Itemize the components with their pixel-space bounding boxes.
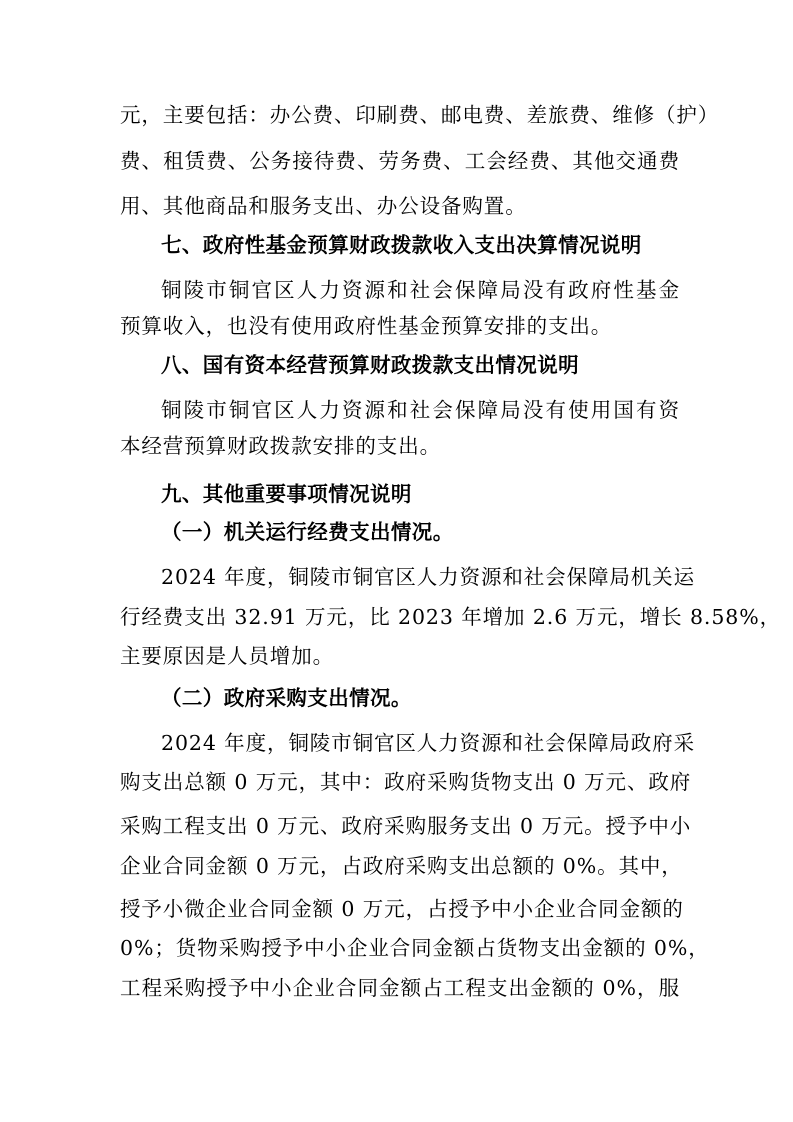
- body-text-line: 采购工程支出 0 万元、政府采购服务支出 0 万元。授予中小: [120, 814, 692, 838]
- body-text-line: 用、其他商品和服务支出、办公设备购置。: [120, 194, 527, 218]
- body-text-line: 行经费支出 32.91 万元，比 2023 年增加 2.6 万元，增长 8.58%，: [120, 605, 781, 629]
- body-text-line: 费、租赁费、公务接待费、劳务费、工会经费、其他交通费: [120, 149, 680, 173]
- section-heading-7: 七、政府性基金预算财政拨款收入支出决算情况说明: [161, 233, 642, 257]
- body-text-line: 铜陵市铜官区人力资源和社会保障局没有使用国有资: [161, 398, 680, 422]
- body-text-line: 本经营预算财政拨款安排的支出。: [120, 434, 441, 458]
- body-text-line: 工程采购授予中小企业合同金额占工程支出金额的 0%，服: [120, 976, 680, 1000]
- body-text-line: 0%；货物采购授予中小企业合同金额占货物支出金额的 0%，: [120, 936, 710, 960]
- body-text-line: 企业合同金额 0 万元，占政府采购支出总额的 0%。其中，: [120, 854, 683, 878]
- section-heading-8: 八、国有资本经营预算财政拨款支出情况说明: [161, 353, 579, 377]
- subsection-heading-1: （一）机关运行经费支出情况。: [161, 520, 454, 544]
- subsection-heading-2: （二）政府采购支出情况。: [161, 686, 412, 710]
- body-text-line: 铜陵市铜官区人力资源和社会保障局没有政府性基金: [161, 278, 680, 302]
- body-text-line: 元，主要包括：办公费、印刷费、邮电费、差旅费、维修（护）: [120, 103, 720, 127]
- section-heading-9: 九、其他重要事项情况说明: [161, 482, 412, 506]
- body-text-line: 预算收入，也没有使用政府性基金预算安排的支出。: [120, 314, 613, 338]
- body-text-line: 购支出总额 0 万元，其中：政府采购货物支出 0 万元、政府: [120, 770, 692, 794]
- body-text-line: 主要原因是人员增加。: [120, 644, 334, 668]
- body-text-line: 授予小微企业合同金额 0 万元，占授予中小企业合同金额的: [120, 897, 684, 921]
- body-text-line: 2024 年度，铜陵市铜官区人力资源和社会保障局机关运: [161, 565, 695, 589]
- body-text-line: 2024 年度，铜陵市铜官区人力资源和社会保障局政府采: [161, 731, 695, 755]
